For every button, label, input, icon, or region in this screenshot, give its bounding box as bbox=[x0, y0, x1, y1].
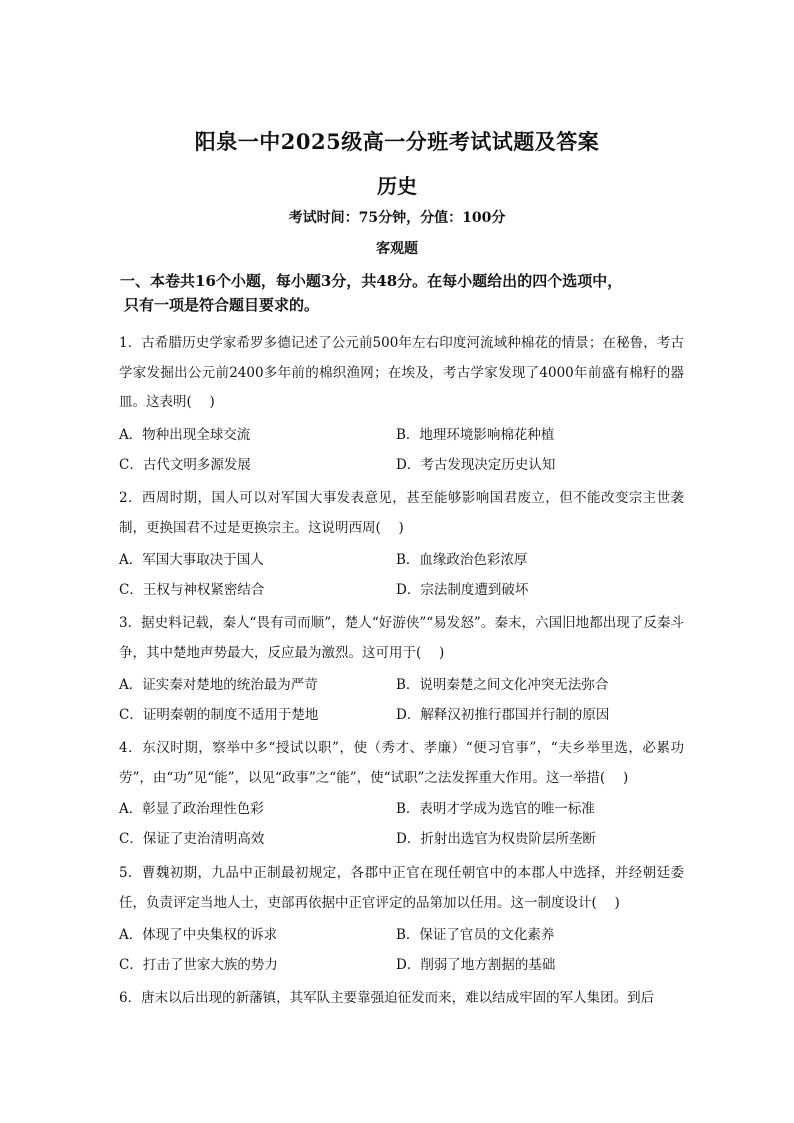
question-2-option-d[interactable]: D．宗法制度遭到破坏 bbox=[396, 582, 529, 598]
question-4-stem: 4．东汉时期，察举中多“授试以职”，使（秀才、孝廉）“便习官事”，“夫乡举里选，必累功劳”，由“功”见“能”，以见“政事”之“能”，使“试职”之法发挥重大作用。这一举措( ) bbox=[119, 740, 684, 786]
section-title: 客观题 bbox=[376, 241, 418, 257]
question-3-stem: 3．据史料记载，秦人“畏有司而顺”，楚人“好游侠”“易发怒”。秦末，六国旧地都出现了反秦斗争，其中楚地声势最大，反应最为激烈。这可用于( ) bbox=[119, 615, 684, 661]
exam-meta: 考试时间：75分钟，分值：100分 bbox=[288, 210, 506, 226]
question-3-option-c[interactable]: C．证明秦朝的制度不适用于楚地 bbox=[119, 707, 319, 723]
question-5-option-b[interactable]: B．保证了官员的文化素养 bbox=[396, 927, 555, 943]
question-4-option-b[interactable]: B．表明才学成为选官的唯一标准 bbox=[396, 801, 595, 817]
question-1-option-d[interactable]: D．考古发现决定历史认知 bbox=[396, 457, 556, 473]
exam-title: 阳泉一中2025级高一分班考试试题及答案 bbox=[194, 129, 600, 154]
question-5-option-c[interactable]: C．打击了世家大族的势力 bbox=[119, 957, 278, 973]
question-5-option-a[interactable]: A．体现了中央集权的诉求 bbox=[119, 927, 278, 943]
question-1-option-a[interactable]: A．物种出现全球交流 bbox=[119, 427, 251, 443]
question-1-option-b[interactable]: B．地理环境影响棉花种植 bbox=[396, 427, 555, 443]
question-3-option-b[interactable]: B．说明秦楚之间文化冲突无法弥合 bbox=[396, 677, 609, 693]
question-6-stem: 6．唐末以后出现的新藩镇，其军队主要靠强迫征发而来，难以结成牢固的军人集团。到后 bbox=[119, 990, 655, 1006]
question-5-stem: 5．曹魏初期，九品中正制最初规定，各郡中正官在现任朝官中的本郡人中选择，并经朝廷委任，负责评定当地人士，吏部再依据中正官评定的品第加以任用。这一制度设计( ) bbox=[119, 865, 684, 911]
instructions-line-2: 只有一项是符合题目要求的。 bbox=[124, 296, 320, 314]
question-2-stem: 2．西周时期，国人可以对军国大事发表意见，甚至能够影响国君废立，但不能改变宗主世袭制，更换国君不过是更换宗主。这说明西周( ) bbox=[119, 490, 684, 536]
question-2-option-b[interactable]: B．血缘政治色彩浓厚 bbox=[396, 552, 528, 568]
question-5-option-d[interactable]: D．削弱了地方割据的基础 bbox=[396, 957, 556, 973]
question-3-option-a[interactable]: A．证实秦对楚地的统治最为严苛 bbox=[119, 677, 318, 693]
question-3-option-d[interactable]: D．解释汉初推行郡国并行制的原因 bbox=[396, 707, 610, 723]
question-2-option-c[interactable]: C．王权与神权紧密结合 bbox=[119, 582, 265, 598]
question-4-option-d[interactable]: D．折射出选官为权贵阶层所垄断 bbox=[396, 831, 596, 847]
instructions-line-1: 一、本卷共16个小题，每小题3分，共48分。在每小题给出的四个选项中， bbox=[120, 272, 623, 290]
question-1-option-c[interactable]: C．古代文明多源发展 bbox=[119, 457, 251, 473]
question-2-option-a[interactable]: A．军国大事取决于国人 bbox=[119, 552, 264, 568]
question-1-stem: 1．古希腊历史学家希罗多德记述了公元前500年左右印度河流域种棉花的情景；在秘鲁，考古学家发掘出公元前2400多年前的棉织渔网；在埃及，考古学家发现了4000年前盛有棉籽的器皿。这表明( ) bbox=[119, 335, 684, 410]
question-4-option-c[interactable]: C．保证了吏治清明高效 bbox=[119, 831, 265, 847]
question-4-option-a[interactable]: A．彰显了政治理性色彩 bbox=[119, 801, 264, 817]
subject-title: 历史 bbox=[377, 174, 417, 198]
